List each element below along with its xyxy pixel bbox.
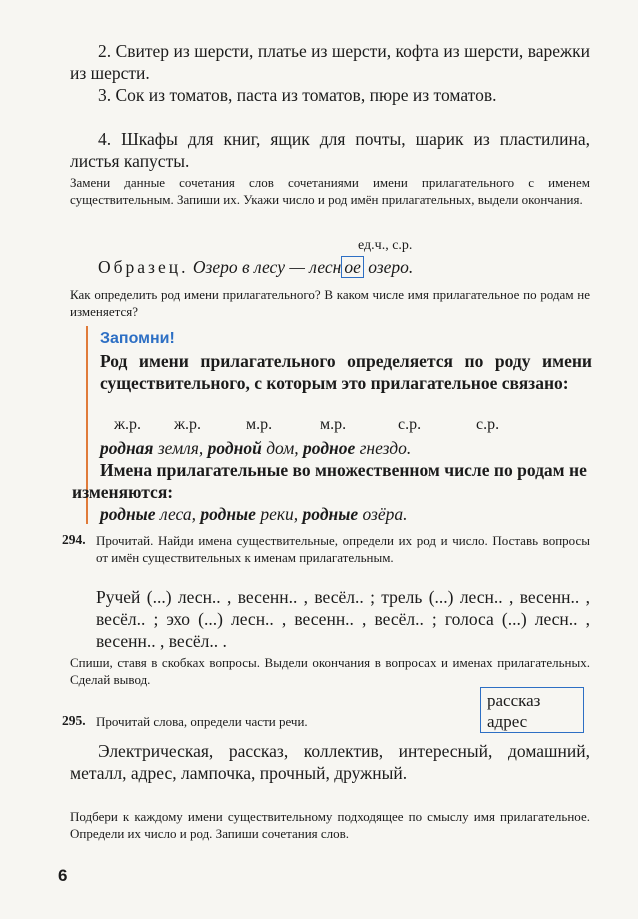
remember-title: Запомни! <box>100 330 175 347</box>
task-295-number: 295. <box>62 713 86 728</box>
word-box-word: адрес <box>487 712 528 731</box>
task-294-instruction: Прочитай. Найди имена существительные, определи их род и число. Поставь вопросы от имён существительных к именам прилагательным. <box>96 533 590 565</box>
task-295-instruction: Прочитай слова, определи части речи. <box>96 714 308 729</box>
rule-1: Род имени прилагательного определяется по роду имени существительного, с которым это прилагательное связано: <box>100 351 592 393</box>
sample-marks: ед.ч., с.р. <box>358 238 413 253</box>
page-number: 6 <box>58 866 68 885</box>
sample-ending: ое <box>341 256 364 278</box>
gender-label: с.р. <box>398 416 422 433</box>
task-294-number: 294. <box>62 532 86 547</box>
task-295-instruction2: Подбери к каждому имени существительному подходящее по смыслу имя прилагательное. Определи их число и род. Запиши сочетания слов. <box>70 809 590 841</box>
word-box <box>480 687 584 733</box>
gender-labels <box>114 416 499 434</box>
task-293-question: Как определить род имени прилагательного? В каком числе имя прилагательное по родам не изменяется? <box>70 287 590 319</box>
gender-label: ж.р. <box>114 416 142 433</box>
task-293-instruction: Замени данные сочетания слов сочетаниями имени прилагательного с именем существительным. Запиши их. Укажи число и род имён прилагательных, выдели окончания. <box>70 175 590 207</box>
sample-phrase: Озеро в лесу — лесн <box>192 257 342 277</box>
item-3: 3. Сок из томатов, паста из томатов, пюре из томатов. <box>98 85 497 105</box>
word-box-word: рассказ <box>487 691 541 710</box>
task-294-text: Ручей (...) лесн.. , весенн.. , весёл.. ; трель (...) лесн.. , весенн.. , весёл.. ; эхо (...) лесн.. , весенн.. , весёл.. ; голоса (...) лесн.. , весенн.. , весёл.. . <box>96 587 590 651</box>
task-294-instruction2: Спиши, ставя в скобках вопросы. Выдели окончания в вопросах и именах прилагательных. Сделай вывод. <box>70 655 590 687</box>
gender-label: м.р. <box>320 416 347 433</box>
rule-2: Имена прилагательные во множественном числе по родам не изменяются: <box>72 460 587 502</box>
item-4: 4. Шкафы для книг, ящик для почты, шарик из пластилина, листья капусты. <box>70 129 590 171</box>
sample-line <box>70 256 590 278</box>
task-295-words: Электрическая, рассказ, коллектив, интересный, домашний, металл, адрес, лампочка, прочный, дружный. <box>70 741 590 783</box>
gender-label: ж.р. <box>174 416 202 433</box>
sample-word: озеро. <box>363 257 414 277</box>
gender-label: м.р. <box>246 416 273 433</box>
gender-label: с.р. <box>476 416 500 433</box>
example-1: родная земля, родной дом, родное гнездо. <box>100 438 412 458</box>
example-2: родные леса, родные реки, родные озёра. <box>100 504 408 524</box>
sample-label: Образец. <box>98 257 189 277</box>
item-2: 2. Свитер из шерсти, платье из шерсти, кофта из шерсти, варежки из шерсти. <box>70 41 590 83</box>
